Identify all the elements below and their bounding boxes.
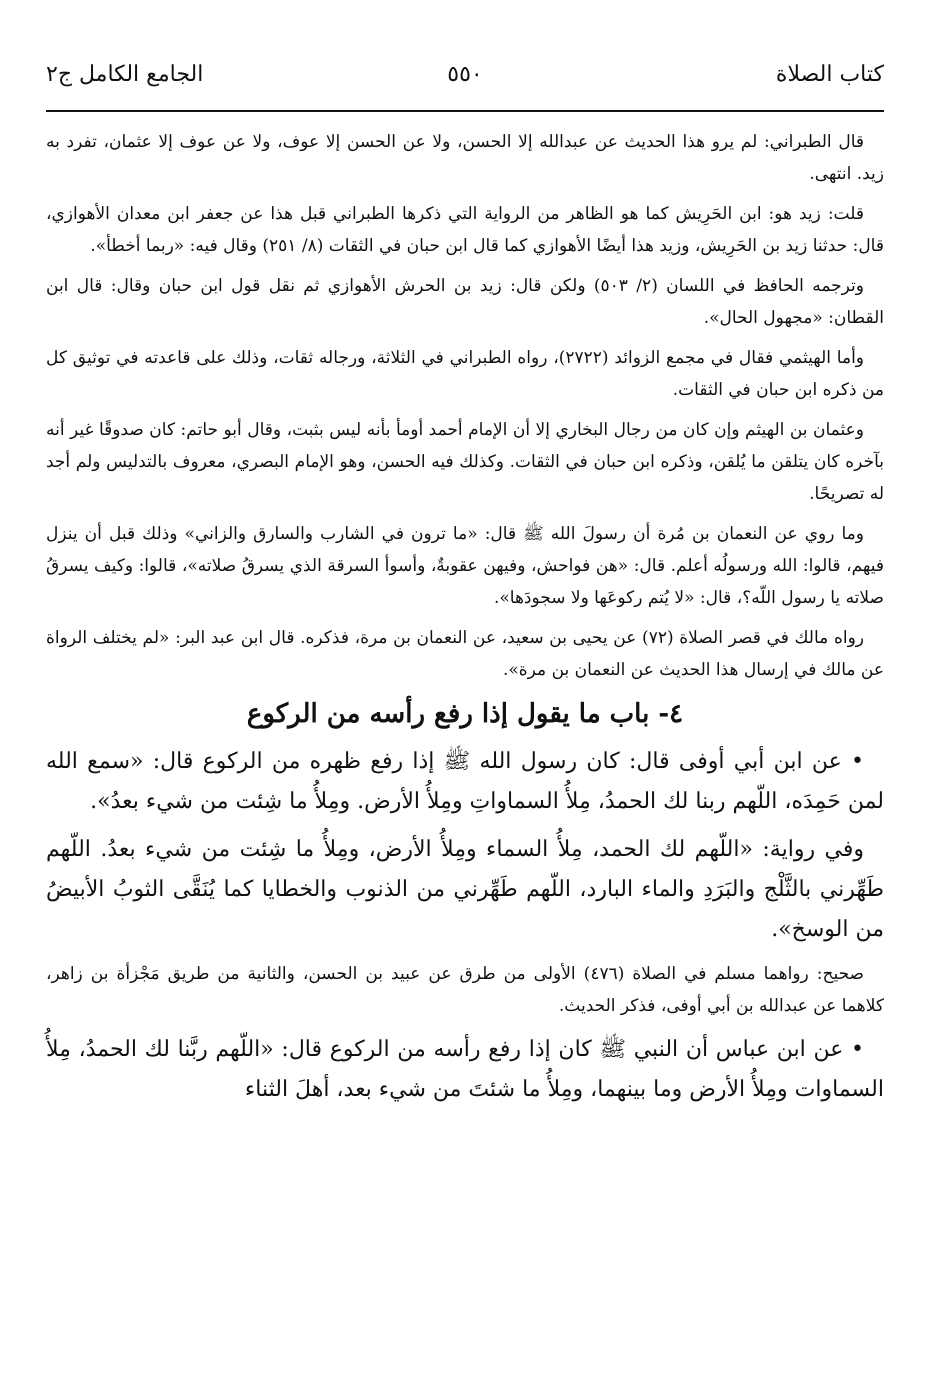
paragraph-tabarani: قال الطبراني: لم يرو هذا الحديث عن عبدالله إلا الحسن، ولا عن الحسن إلا عوف، ولا عن عوف إلا عثمان، تفرد به زيد. انتهى.: [46, 132, 884, 184]
chapter-heading: ٤- باب ما يقول إذا رفع رأسه من الركوع: [246, 699, 684, 729]
paragraph-haythami: وأما الهيثمي فقال في مجمع الزوائد (٢٧٢٢)، رواه الطبراني في الثلاثة، ورجاله ثقات، وذلك على قاعدته في توثيق كل من ذكره ابن حبان في الثقات.: [46, 348, 884, 400]
header-divider: [46, 110, 884, 112]
hadith-ibn-abbas: • عن ابن عباس أن النبي ﷺ كان إذا رفع رأسه من الركوع قال: «اللّهم ربَّنا لك الحمدُ، مِلأُ السماوات ومِلأُ الأرض وما بينهما، ومِلأُ ما شئتَ من شيء بعد، أهلَ الثناء: [46, 1037, 884, 1102]
book-title: كتاب الصلاة: [775, 62, 884, 87]
page-number: ٥٥٠: [447, 62, 483, 87]
paragraph-lisan: وترجمه الحافظ في اللسان (٢/ ٥٠٣) ولكن قال: زيد بن الحرش الأهوازي ثم نقل قول ابن حبان وقال: قال ابن القطان: «مجهول الحال».: [46, 276, 884, 328]
page-header: [46, 62, 884, 102]
authentication-note: صحيح: رواهما مسلم في الصلاة (٤٧٦) الأولى من طرق عن عبيد بن الحسن، والثانية من طريق مَجْزأة بن زاهر، كلاهما عن عبدالله بن أبي أوفى، فذكر الحديث.: [46, 964, 884, 1016]
paragraph-numan: وما روي عن النعمان بن مُرة أن رسولَ الله ﷺ قال: «ما ترون في الشارب والسارق والزاني» وذلك قبل أن ينزل فيهم، قالوا: الله ورسولُه أعلم. قال: «هن فواحش، وفيهن عقوبةٌ، وأسوأ السرقة الذي يسرقُ صلاته»، قالوا: وكيف يسرقُ صلاته يا رسول اللّه؟، قال: «لا يُتم ركوعَها ولا سجودَها».: [46, 524, 884, 608]
volume-title: الجامع الكامل ج٢: [46, 62, 204, 87]
paragraph-zayd: قلت: زيد هو: ابن الحَرِيش كما هو الظاهر من الرواية التي ذكرها الطبراني قبل هذا عن جعفر ابن معدان الأهوازي، قال: حدثنا زيد بن الحَرِيش، وزيد هذا أيضًا الأهوازي كما قال ابن حبان في الثقات (٨/ ٢٥١) وقال فيه: «ربما أخطأ».: [46, 204, 884, 256]
paragraph-uthman: وعثمان بن الهيثم وإن كان من رجال البخاري إلا أن الإمام أحمد أومأ بأنه ليس بثبت، وقال أبو حاتم: كان صدوقًا غير أنه بآخره كان يتلقن ما يُلقن، وذكره ابن حبان في الثقات. وكذلك فيه الحسن، وهو الإمام البصري، معروف بالتدليس ولم أجد له تصريحًا.: [46, 420, 884, 504]
hadith-ibn-abi-awfa: • عن ابن أبي أوفى قال: كان رسول الله ﷺ إذا رفع ظهره من الركوع قال: «سمع الله لمن حَمِدَه، اللّهم ربنا لك الحمدُ، مِلأُ السماواتِ ومِلأُ الأرض. ومِلأُ ما شِئت من شيء بعدُ».: [46, 749, 884, 814]
page-body: [46, 126, 884, 1118]
hadith-variant: وفي رواية: «اللّهم لك الحمد، مِلأُ السماء ومِلأُ الأرض، ومِلأُ ما شِئت من شيء بعدُ. اللّهم طَهِّرني بالثَّلْج والبَرَدِ والماء البارد، اللّهم طَهِّرني من الذنوب والخطايا كما يُنَقَّى الثوبُ الأبيضُ من الوسخ».: [46, 837, 884, 942]
paragraph-malik: رواه مالك في قصر الصلاة (٧٢) عن يحيى بن سعيد، عن النعمان بن مرة، فذكره. قال ابن عبد البر: «لم يختلف الرواة عن مالك في إرسال هذا الحديث عن النعمان بن مرة».: [46, 628, 884, 680]
